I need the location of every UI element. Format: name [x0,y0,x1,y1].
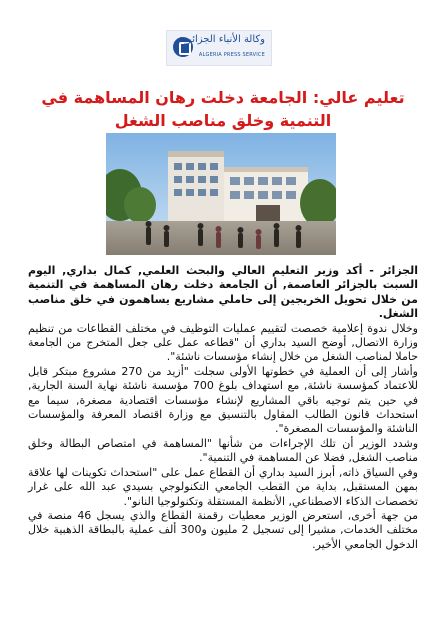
article-photo [106,133,336,255]
article-paragraph: وأشار إلى أن العملية في خطوتها الأولى سجلت "أزيد من 270 مشروع مبتكر قابل للاعتماد كمؤسسة ناشئة, مع استهداف بلوغ 700 مؤسسة ناشئة نهاية السنة الجارية, في حين يتم توجيه باقي المشاريع لإنشاء مؤسسات اقتصادية مصغرة, سيما مع استحداث قانون الطالب المقاول بالتنسيق مع وزارة اقتصاد المعرفة والمؤسسات الناشئة والمؤسسات المصغرة". [28,364,419,436]
article-paragraph: من جهة أخرى, استعرض الوزير معطيات رقمنة القطاع والذي يسجل 46 منصة في مختلف الخدمات, مشيرا إلى تسجيل 2 مليون و300 ألف عملية بالبطاقة الذهبية خلال الدخول الجامعي الأخير. [28,508,419,551]
article-paragraph: وفي السياق ذاته, أبرز السيد بداري أن القطاع عمل على "استحداث تكوينات لها علاقة بمهن المستقبل, بداية من القطب الجامعي التكنولوجي بسيدي عبد الله على غرار تخصصات الذكاء الاصطناعي, الأنظمة المستقلة وتكنولوجيا النانو". [28,465,418,508]
article-paragraph: وشدد الوزير أن تلك الإجراءات من شأنها "المساهمة في امتصاص البطالة وخلق مناصب الشغل, فضلا عن المساهمة في التنمية". [28,436,418,465]
aps-logo [166,30,272,66]
logo-english-text: ALGERIA PRESS SERVICE [198,52,265,58]
article-paragraph: وخلال ندوة إعلامية خصصت لتقييم عمليات التوظيف في مختلف القطاعات من تنظيم وزارة الاتصال, أوضح السيد بداري أن "قطاعه عمل على جعل المتخرج من الجامعة حاملا لمناصب الشغل من خلال إنشاء مؤسسات ناشئة". [28,321,418,364]
article-lead: الجزائر - أكد وزير التعليم العالي والبحث العلمي, كمال بداري, اليوم السبت بالجزائر العاصمة, أن الجامعة دخلت رهان المساهمة في التنمية من خلال تحويل الخريجين إلى حاملي مشاريع يساهمون في خلق مناصب الشغل. [28,264,418,321]
article-body [28,264,418,552]
article-headline: تعليم عالي: الجامعة دخلت رهان المساهمة في التنمية وخلق مناصب الشغل [41,88,405,130]
logo-arabic-text: وكالة الأنباء الجزائرية [178,34,265,45]
university-campus-photo [106,133,336,255]
